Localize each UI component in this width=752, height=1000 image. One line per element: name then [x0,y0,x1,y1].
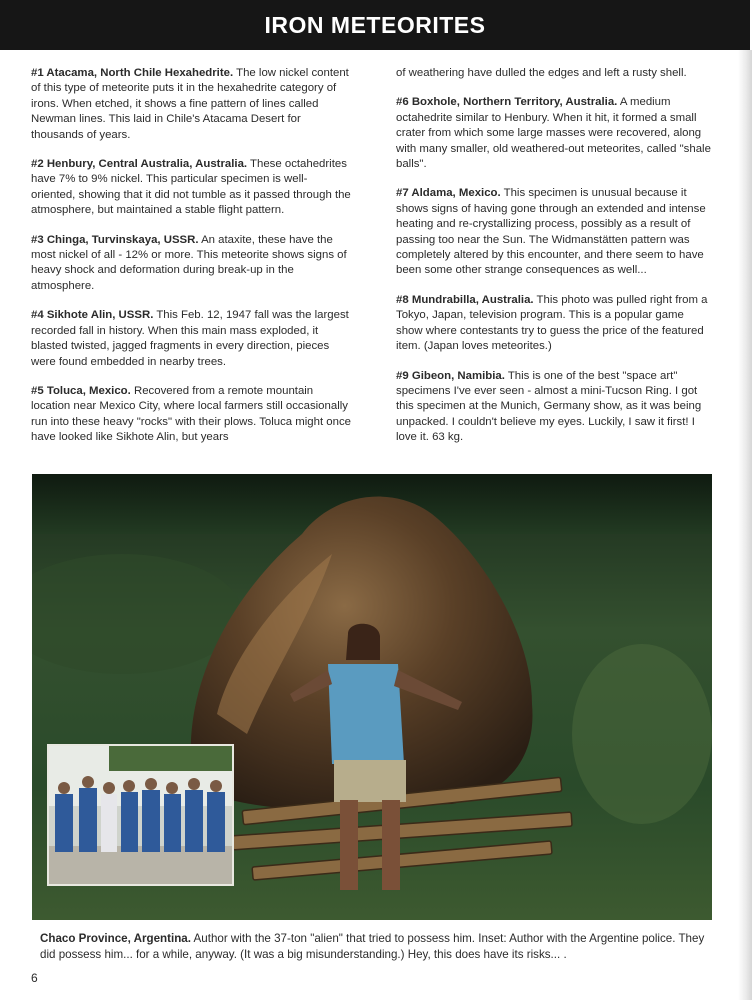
entry-heading: #9 Gibeon, Namibia. [396,369,505,382]
entry-body: Recovered from a remote mountain location near Mexico City, where local farmers still occasionally run into these heavy "rocks" with their plows. Toluca might once have looked like Sikhote Alin, but years [31,384,352,444]
entry-body: An ataxite, these have the most nickel of all - 12% or more. This meteorite shows signs of heavy shock and deformation during break-up in the atmosphere. [31,233,347,292]
entry-heading: #8 Mundrabilla, Australia. [396,293,534,306]
entry-heading: #7 Aldama, Mexico. [396,187,501,200]
entry-1 [31,66,351,143]
entry-heading: #6 Boxhole, Northern Territory, Australia. [396,96,618,109]
photo-caption [40,931,712,963]
page-edge-shadow [738,50,752,1000]
entry-7 [396,186,712,278]
entry-heading: #2 Henbury, Central Australia, Australia. [31,158,248,171]
entry-heading: #1 Atacama, North Chile Hexahedrite. [31,67,234,79]
page-header [0,0,750,50]
entry-8 [396,293,712,355]
entry-body: These octahedrites have 7% to 9% nickel. This particular specimen is well-oriented, showing that it did not tumble as it passed through the atmosphere, but maintained a stable flight pattern. [31,158,351,217]
entry-body: A medium octahedrite similar to Henbury. When it hit, it formed a small crater from which some large masses were recovered, along with many smaller, old weathered-out meteorites, called "shale balls". [396,96,711,171]
page-title: IRON METEORITES [264,11,486,38]
left-column [31,66,351,460]
caption-place: Chaco Province, Argentina. [40,932,191,945]
entry-3 [31,233,351,295]
page-number: 6 [31,971,38,985]
entry-body: This photo was pulled right from a Tokyo, Japan, television program. This is a popular game show where contestants try to guess the price of the featured item. (Japan loves meteorites.) [396,293,708,353]
entry-heading: #3 Chinga, Turvinskaya, USSR. [31,233,199,246]
entry-body: The low nickel content of this type of meteorite puts it in the hexahedrite category of irons. When etched, it shows a fine pattern of lines called Newman lines. This laid in Chile's Atacama Desert for thousands of years. [31,67,349,141]
entry-5-continuation: of weathering have dulled the edges and left a rusty shell. [396,67,687,79]
inset-photo [47,744,234,886]
entry-4 [31,308,351,370]
entry-5 [31,384,351,446]
entry-body: This Feb. 12, 1947 fall was the largest recorded fall in history. When this main mass exploded, it blasted twisted, jagged fragments in every direction, pieces were found embedded in nearby trees. [31,309,349,368]
entry-9 [396,369,712,446]
entry-body: This is one of the best "space art" specimens I've ever seen - almost a mini-Tucson Ring. I got this specimen at the Munich, Germany show, as it was being unpacked. I couldn't believe my eyes. Luckily, I saw it first! I love it. 63 kg. [396,369,702,444]
caption-text: Author with the 37-ton "alien" that tried to possess him. Inset: Author with the Argentine police. They did possess him... for a while, anyway. (It was a big misunderstanding.) Hey, this does have its risks... . [40,932,705,961]
entry-2 [31,157,351,219]
entry-body: This specimen is unusual because it shows signs of having gone through an extended and intense heating and re-crystallizing process, possibly as a result of passing too near the Sun. The Widmanstätten pattern was completely altered by this encounter, and there seem to have been some other strange consequences as well... [396,187,706,277]
entry-6 [396,95,712,172]
right-column [396,66,712,460]
police-group-illustration [49,746,232,884]
entry-heading: #4 Sikhote Alin, USSR. [31,309,154,322]
entry-heading: #5 Toluca, Mexico. [31,384,131,397]
